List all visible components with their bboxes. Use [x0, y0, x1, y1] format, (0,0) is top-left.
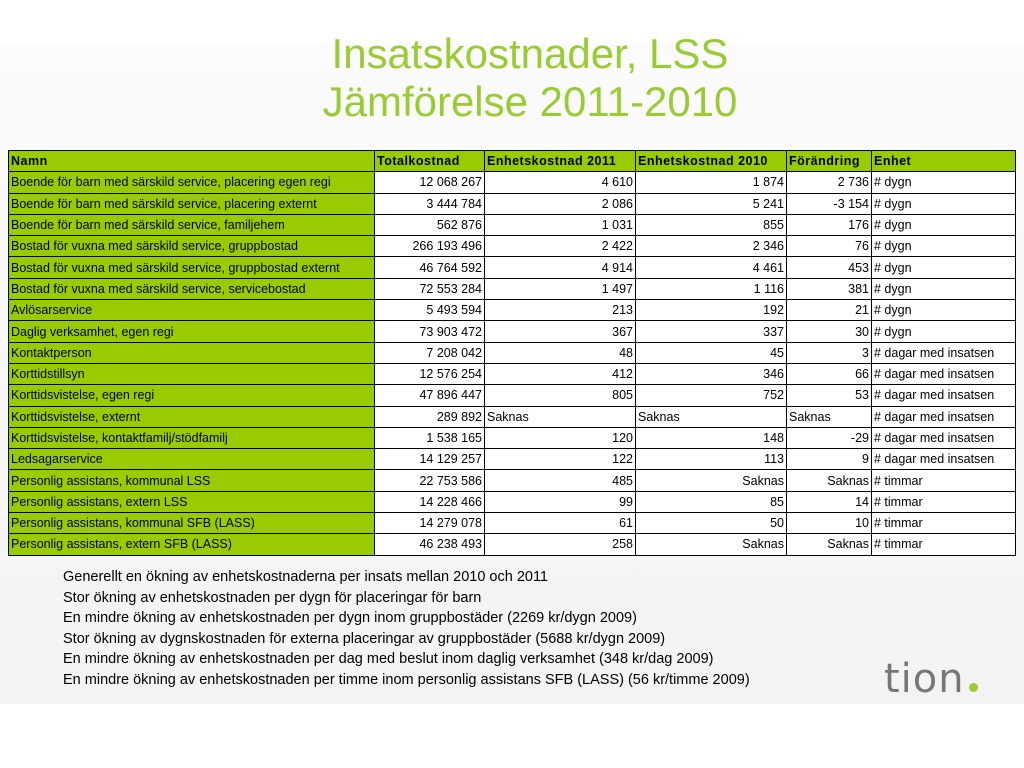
- note-line: En mindre ökning av enhetskostnaden per timme inom personlig assistans SFB (LASS) (56 kr/timme 2009): [63, 671, 750, 688]
- table-cell-name: Personlig assistans, extern SFB (LASS): [9, 534, 375, 555]
- table-cell: 258: [485, 534, 636, 555]
- table-row: [9, 385, 1016, 406]
- table-cell: 805: [485, 385, 636, 406]
- table-cell: 346: [636, 363, 787, 384]
- table-cell-name: Korttidstillsyn: [9, 363, 375, 384]
- table-cell: 120: [485, 427, 636, 448]
- table-cell: # dygn: [872, 321, 1016, 342]
- table-cell: # dagar med insatsen: [872, 427, 1016, 448]
- table-cell: 85: [636, 491, 787, 512]
- table-cell-name: Personlig assistans, extern LSS: [9, 491, 375, 512]
- table-cell: 46 238 493: [375, 534, 485, 555]
- table-cell: 99: [485, 491, 636, 512]
- table-cell: 21: [787, 300, 872, 321]
- table-cell: # timmar: [872, 470, 1016, 491]
- table-cell-name: Boende för barn med särskild service, familjehem: [9, 214, 375, 235]
- table-cell: 176: [787, 214, 872, 235]
- table-row: [9, 363, 1016, 384]
- table-row: [9, 491, 1016, 512]
- table-row: [9, 214, 1016, 235]
- table-cell: 562 876: [375, 214, 485, 235]
- table-cell: 485: [485, 470, 636, 491]
- table-row: [9, 342, 1016, 363]
- table-cell: 14 228 466: [375, 491, 485, 512]
- table-cell: Saknas: [636, 406, 787, 427]
- table-cell: 855: [636, 214, 787, 235]
- table-cell: 46 764 592: [375, 257, 485, 278]
- table-cell: 381: [787, 278, 872, 299]
- table-cell-name: Kontaktperson: [9, 342, 375, 363]
- table-cell: 72 553 284: [375, 278, 485, 299]
- table-cell: 4 914: [485, 257, 636, 278]
- table-cell: 3 444 784: [375, 193, 485, 214]
- table-cell: 14 279 078: [375, 513, 485, 534]
- notes-list: [63, 567, 883, 690]
- cost-table: [8, 150, 1016, 556]
- table-cell: Saknas: [787, 406, 872, 427]
- table-cell: Saknas: [787, 470, 872, 491]
- table-cell: 1 497: [485, 278, 636, 299]
- table-cell: 48: [485, 342, 636, 363]
- table-cell: 14 129 257: [375, 449, 485, 470]
- table-cell-name: Boende för barn med särskild service, placering externt: [9, 193, 375, 214]
- logo: [884, 655, 978, 703]
- title-line-1: Insatskostnader, LSS: [331, 30, 729, 77]
- table-cell: # dygn: [872, 193, 1016, 214]
- table-cell: # dygn: [872, 236, 1016, 257]
- table-row: [9, 470, 1016, 491]
- table-cell: 3: [787, 342, 872, 363]
- table-cell: 73 903 472: [375, 321, 485, 342]
- column-header: Enhetskostnad 2011: [485, 151, 636, 172]
- table-row: [9, 300, 1016, 321]
- table-body: [9, 172, 1016, 555]
- logo-text: tion: [884, 656, 965, 702]
- table-row: [9, 449, 1016, 470]
- table-cell: 10: [787, 513, 872, 534]
- note-line: En mindre ökning av enhetskostnaden per dag med beslut inom daglig verksamhet (348 kr/dag 2009): [63, 651, 714, 667]
- table-cell: 412: [485, 363, 636, 384]
- table-cell: 5 493 594: [375, 300, 485, 321]
- table-cell: 12 068 267: [375, 172, 485, 193]
- table-cell: 50: [636, 513, 787, 534]
- table-cell: 2 086: [485, 193, 636, 214]
- table-cell: 752: [636, 385, 787, 406]
- table-cell: 453: [787, 257, 872, 278]
- table-cell-name: Personlig assistans, kommunal SFB (LASS): [9, 513, 375, 534]
- table-cell: 1 874: [636, 172, 787, 193]
- table-cell: # dagar med insatsen: [872, 449, 1016, 470]
- table-cell: 113: [636, 449, 787, 470]
- table-cell: 76: [787, 236, 872, 257]
- table-cell: 47 896 447: [375, 385, 485, 406]
- table-cell-name: Daglig verksamhet, egen regi: [9, 321, 375, 342]
- slide-title: [0, 30, 1024, 126]
- table-cell: 61: [485, 513, 636, 534]
- table-cell-name: Korttidsvistelse, externt: [9, 406, 375, 427]
- table-cell: 30: [787, 321, 872, 342]
- table-cell: # dygn: [872, 172, 1016, 193]
- table-cell: -3 154: [787, 193, 872, 214]
- table-cell: 45: [636, 342, 787, 363]
- table-cell: # dagar med insatsen: [872, 406, 1016, 427]
- table-cell-name: Personlig assistans, kommunal LSS: [9, 470, 375, 491]
- note-line: Stor ökning av dygnskostnaden för externa placeringar av gruppbostäder (5688 kr/dygn 2009): [63, 630, 666, 647]
- table-cell: 53: [787, 385, 872, 406]
- table-cell-name: Bostad för vuxna med särskild service, servicebostad: [9, 278, 375, 299]
- table-cell-name: Boende för barn med särskild service, placering egen regi: [9, 172, 375, 193]
- table-cell: Saknas: [636, 534, 787, 555]
- table-cell: 9: [787, 449, 872, 470]
- title-line-2: Jämförelse 2011-2010: [322, 78, 738, 125]
- note-line: Generellt en ökning av enhetskostnaderna per insats mellan 2010 och 2011: [63, 569, 548, 585]
- table-cell: 148: [636, 427, 787, 448]
- column-header: Förändring: [787, 151, 872, 172]
- table-cell: 213: [485, 300, 636, 321]
- table-cell-name: Avlösarservice: [9, 300, 375, 321]
- table-cell: 5 241: [636, 193, 787, 214]
- table-cell: 2 346: [636, 236, 787, 257]
- table-cell: 12 576 254: [375, 363, 485, 384]
- table-row: [9, 236, 1016, 257]
- table-cell: 14: [787, 491, 872, 512]
- table-row: [9, 321, 1016, 342]
- table-cell: # dygn: [872, 278, 1016, 299]
- table-cell: Saknas: [636, 470, 787, 491]
- table-cell: 2 736: [787, 172, 872, 193]
- table-cell: 266 193 496: [375, 236, 485, 257]
- table-row: [9, 257, 1016, 278]
- table-cell: 7 208 042: [375, 342, 485, 363]
- column-header: Enhetskostnad 2010: [636, 151, 787, 172]
- table-cell: 289 892: [375, 406, 485, 427]
- table-cell: # timmar: [872, 513, 1016, 534]
- table-cell: # dagar med insatsen: [872, 342, 1016, 363]
- table-cell: # dygn: [872, 300, 1016, 321]
- table-cell-name: Korttidsvistelse, egen regi: [9, 385, 375, 406]
- table-cell: Saknas: [485, 406, 636, 427]
- table-cell: # timmar: [872, 534, 1016, 555]
- table-cell: 1 116: [636, 278, 787, 299]
- note-line: En mindre ökning av enhetskostnaden per dygn inom gruppbostäder (2269 kr/dygn 2009): [63, 610, 637, 626]
- table-cell: 66: [787, 363, 872, 384]
- table-cell-name: Korttidsvistelse, kontaktfamilj/stödfamilj: [9, 427, 375, 448]
- note-line: Stor ökning av enhetskostnaden per dygn för placeringar för barn: [63, 589, 482, 606]
- table-cell: # dygn: [872, 214, 1016, 235]
- table-row: [9, 172, 1016, 193]
- table-cell: Saknas: [787, 534, 872, 555]
- table-cell: 2 422: [485, 236, 636, 257]
- table-cell: # dagar med insatsen: [872, 385, 1016, 406]
- logo-dot-icon: [969, 683, 978, 692]
- table-cell: 367: [485, 321, 636, 342]
- table-cell: 1 538 165: [375, 427, 485, 448]
- table-cell: 122: [485, 449, 636, 470]
- column-header: Enhet: [872, 151, 1016, 172]
- table-cell: 4 461: [636, 257, 787, 278]
- column-header: Namn: [9, 151, 375, 172]
- table-cell-name: Ledsagarservice: [9, 449, 375, 470]
- table-cell-name: Bostad för vuxna med särskild service, gruppbostad: [9, 236, 375, 257]
- table-cell: 192: [636, 300, 787, 321]
- table-row: [9, 193, 1016, 214]
- table-cell: # dagar med insatsen: [872, 363, 1016, 384]
- table-cell: # timmar: [872, 491, 1016, 512]
- table-cell-name: Bostad för vuxna med särskild service, gruppbostad externt: [9, 257, 375, 278]
- column-header: Totalkostnad: [375, 151, 485, 172]
- table-cell: -29: [787, 427, 872, 448]
- table-row: [9, 427, 1016, 448]
- table-row: [9, 278, 1016, 299]
- table-cell: # dygn: [872, 257, 1016, 278]
- table-row: [9, 406, 1016, 427]
- table-row: [9, 534, 1016, 555]
- table-header-row: [9, 151, 1016, 172]
- table-row: [9, 513, 1016, 534]
- table-cell: 22 753 586: [375, 470, 485, 491]
- table-cell: 1 031: [485, 214, 636, 235]
- table-cell: 337: [636, 321, 787, 342]
- table-cell: 4 610: [485, 172, 636, 193]
